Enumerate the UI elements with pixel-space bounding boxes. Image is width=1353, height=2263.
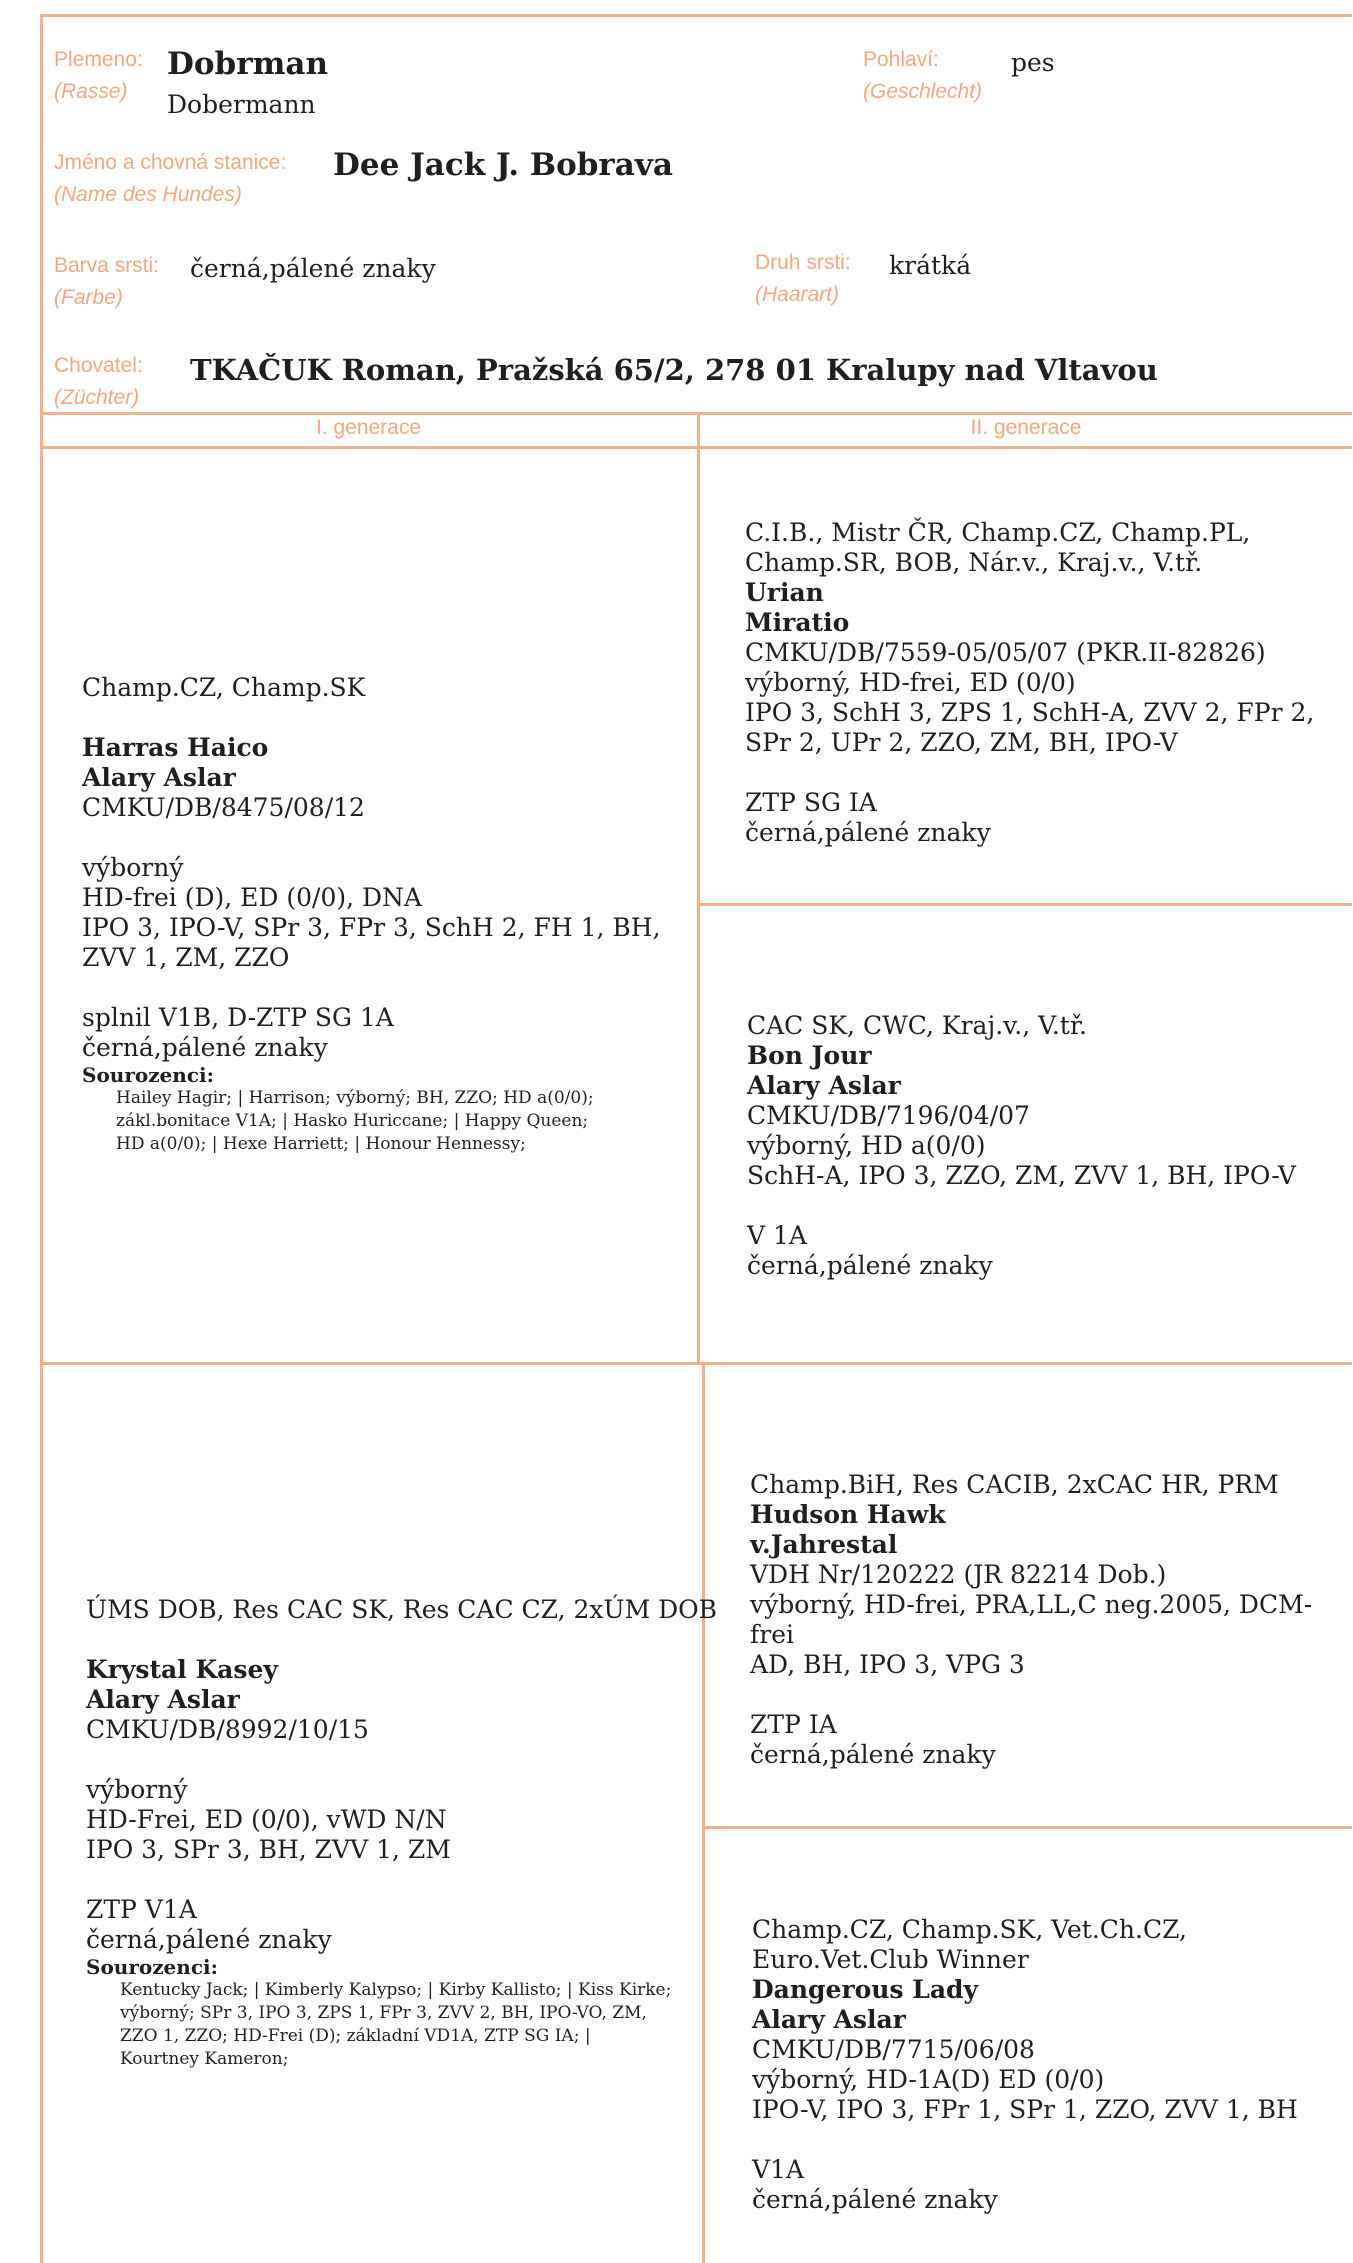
dam-cell: [86, 1595, 717, 2071]
sire-health: HD-frei (D), ED (0/0), DNA: [82, 883, 422, 912]
coat-label: Druh srsti: (Haarart): [755, 251, 851, 306]
sire-parents-divider: [698, 903, 1352, 906]
coat-value: krátká: [889, 251, 972, 280]
sex-label: Pohlaví: (Geschlecht): [863, 48, 983, 103]
dam-dam-titles-1: Champ.CZ, Champ.SK, Vet.Ch.CZ,: [752, 1915, 1187, 1944]
sire-dam-breeding: V 1A: [747, 1221, 807, 1250]
dam-dam-reg: CMKU/DB/7715/06/08: [752, 2035, 1035, 2064]
first-generation-header: I. generace: [315, 416, 422, 439]
dam-sire-titles: Champ.BiH, Res CACIB, 2xCAC HR, PRM: [750, 1470, 1279, 1499]
breeder-label: Chovatel: (Züchter): [54, 354, 143, 409]
dam-reg: CMKU/DB/8992/10/15: [86, 1715, 369, 1744]
dam-siblings-label: Sourozenci:: [86, 1955, 218, 1979]
sire-dam-health: výborný, HD a(0/0): [747, 1131, 986, 1160]
dam-sire-cell: [750, 1470, 1353, 1770]
name-label: Jméno a chovná stanice: (Name des Hundes): [54, 151, 287, 206]
sire-dam-exams: SchH-A, IPO 3, ZZO, ZM, ZVV 1, BH, IPO-V: [747, 1161, 1296, 1190]
sire-dam-kennel: Alary Aslar: [747, 1071, 901, 1100]
sire-sire-exams-1: IPO 3, SchH 3, ZPS 1, SchH-A, ZVV 2, FPr 2,: [745, 698, 1315, 727]
dam-color: černá,pálené znaky: [86, 1925, 332, 1954]
sire-siblings-label: Sourozenci:: [82, 1063, 214, 1087]
sire-dam-cell: [747, 1011, 1296, 1281]
dam-dam-breeding: V1A: [752, 2155, 805, 2184]
dam-siblings-3: ZZO 1, ZZO; HD-Frei (D); základní VD1A, ZTP SG IA; |: [120, 2026, 591, 2046]
sire-dam-reg: CMKU/DB/7196/04/07: [747, 1101, 1030, 1130]
dam-sire-reg: VDH Nr/120222 (JR 82214 Dob.): [750, 1560, 1167, 1589]
dam-siblings-4: Kourtney Kameron;: [120, 2049, 289, 2069]
second-generation-header: II. generace: [970, 416, 1082, 439]
sire-sire-titles-2: Champ.SR, BOB, Nár.v., Kraj.v., V.tř.: [745, 548, 1203, 577]
sire-exams-1: IPO 3, IPO-V, SPr 3, FPr 3, SchH 2, FH 1, BH,: [82, 913, 661, 942]
dam-dam-cell: [752, 1915, 1298, 2215]
dam-name: Krystal Kasey: [86, 1655, 278, 1684]
dam-siblings-2: výborný; SPr 3, IPO 3, ZPS 1, FPr 3, ZVV 2, BH, IPO-VO, ZM,: [120, 2003, 647, 2023]
breeder-value: TKAČUK Roman, Pražská 65/2, 278 01 Kralupy nad Vltavou: [190, 353, 1158, 387]
dam-parents-divider: [703, 1826, 1352, 1829]
sex-value: pes: [1011, 48, 1055, 77]
sire-dam-color: černá,pálené znaky: [747, 1251, 993, 1280]
dam-exams: IPO 3, SPr 3, BH, ZVV 1, ZM: [86, 1835, 451, 1864]
dog-name: Dee Jack J. Bobrava: [333, 147, 673, 183]
sire-reg: CMKU/DB/8475/08/12: [82, 793, 365, 822]
sire-sire-name: Urian: [745, 578, 824, 607]
dam-kennel: Alary Aslar: [86, 1685, 240, 1714]
half-divider: [40, 1362, 1352, 1365]
color-value: černá,pálené znaky: [190, 254, 436, 283]
sire-siblings-1: Hailey Hagir; | Harrison; výborný; BH, ZZO; HD a(0/0);: [116, 1088, 594, 1108]
sire-cell: [82, 673, 661, 1156]
sire-sire-breeding: ZTP SG IA: [745, 788, 877, 817]
sire-sire-titles-1: C.I.B., Mistr ČR, Champ.CZ, Champ.PL,: [745, 518, 1251, 547]
dam-dam-kennel: Alary Aslar: [752, 2005, 906, 2034]
dam-sire-health: výborný, HD-frei, PRA,LL,C neg.2005, DCM-frei: [750, 1590, 1313, 1649]
sire-siblings-2: zákl.bonitace V1A; | Hasko Huriccane; | Happy Queen;: [116, 1111, 589, 1131]
breed-value: Dobrman: [167, 46, 328, 82]
dam-sire-color: černá,pálené znaky: [750, 1740, 996, 1769]
sire-titles: Champ.CZ, Champ.SK: [82, 673, 366, 702]
sire-exams-2: ZVV 1, ZM, ZZO: [82, 943, 290, 972]
sire-sire-health: výborný, HD-frei, ED (0/0): [745, 668, 1076, 697]
dam-titles: ÚMS DOB, Res CAC SK, Res CAC CZ, 2xÚM DOB: [86, 1595, 718, 1624]
breed-value-de: Dobermann: [167, 90, 316, 119]
dam-sire-kennel: v.Jahrestal: [750, 1530, 898, 1559]
dam-dam-titles-2: Euro.Vet.Club Winner: [752, 1945, 1029, 1974]
sire-name: Harras Haico: [82, 733, 269, 762]
generation-divider: [40, 446, 1352, 449]
sire-color: černá,pálené znaky: [82, 1033, 328, 1062]
sire-sire-kennel: Miratio: [745, 608, 850, 637]
column-divider-upper: [697, 412, 700, 1362]
dam-dam-exams: IPO-V, IPO 3, FPr 1, SPr 1, ZZO, ZVV 1, BH: [752, 2095, 1298, 2124]
sire-breeding: splnil V1B, D-ZTP SG 1A: [82, 1003, 394, 1032]
dam-breeding: ZTP V1A: [86, 1895, 197, 1924]
dam-sire-name: Hudson Hawk: [750, 1500, 946, 1529]
sire-kennel: Alary Aslar: [82, 763, 236, 792]
dam-sire-exams: AD, BH, IPO 3, VPG 3: [750, 1650, 1025, 1679]
dam-sire-breeding: ZTP IA: [750, 1710, 837, 1739]
dam-dam-color: černá,pálené znaky: [752, 2185, 998, 2214]
sire-sire-color: černá,pálené znaky: [745, 818, 991, 847]
sire-dam-titles: CAC SK, CWC, Kraj.v., V.tř.: [747, 1011, 1087, 1040]
dam-siblings-1: Kentucky Jack; | Kimberly Kalypso; | Kirby Kallisto; | Kiss Kirke;: [120, 1980, 672, 2000]
dam-rating: výborný: [86, 1775, 188, 1804]
sire-sire-exams-2: SPr 2, UPr 2, ZZO, ZM, BH, IPO-V: [745, 728, 1178, 757]
sire-siblings-3: HD a(0/0); | Hexe Harriett; | Honour Hennessy;: [116, 1134, 526, 1154]
breed-label: Plemeno: (Rasse): [54, 48, 143, 103]
sire-sire-reg: CMKU/DB/7559-05/05/07 (PKR.II-82826): [745, 638, 1266, 667]
sire-dam-name: Bon Jour: [747, 1041, 872, 1070]
dam-health: HD-Frei, ED (0/0), vWD N/N: [86, 1805, 447, 1834]
dam-dam-health: výborný, HD-1A(D) ED (0/0): [752, 2065, 1105, 2094]
sire-rating: výborný: [82, 853, 184, 882]
dam-dam-name: Dangerous Lady: [752, 1975, 979, 2004]
sire-sire-cell: [745, 518, 1314, 848]
color-label: Barva srsti: (Farbe): [54, 254, 160, 309]
